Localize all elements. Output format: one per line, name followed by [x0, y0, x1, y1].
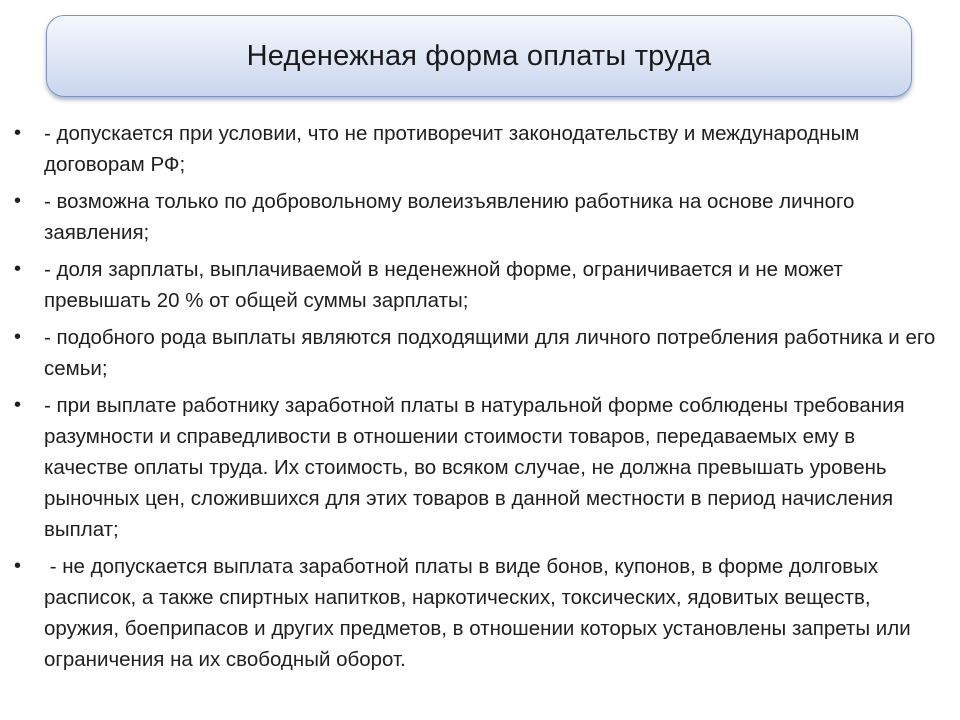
- bullet-icon: •: [14, 258, 22, 280]
- bullet-text: - подобного рода выплаты являются подходящими для личного потребления работника и его семьи;: [44, 326, 936, 380]
- bullet-item: [14, 551, 944, 675]
- bullet-icon: •: [14, 122, 22, 144]
- title-banner: [46, 15, 912, 97]
- bullet-icon: •: [14, 555, 22, 577]
- bullet-text: - возможна только по добровольному волеизъявлению работника на основе личного заявления;: [44, 190, 855, 244]
- bullet-text: - не допускается выплата заработной платы в виде бонов, купонов, в форме долговых расписок, а также спиртных напитков, наркотических, токсических, ядовитых веществ, оружия, боеприпасов и других предметов, в отношении которых установлены запреты или ограничения на их свободный оборот.: [44, 555, 917, 671]
- slide-title: Неденежная форма оплаты труда: [246, 39, 712, 72]
- bullet-item: [14, 186, 944, 248]
- bullet-text: - доля зарплаты, выплачиваемой в неденежной форме, ограничивается и не может превышать 20 % от общей суммы зарплаты;: [44, 258, 843, 312]
- bullet-item: [14, 322, 944, 384]
- bullet-icon: •: [14, 190, 22, 212]
- bullet-icon: •: [14, 326, 22, 348]
- bullet-text: - при выплате работнику заработной платы в натуральной форме соблюдены требования разумности и справедливости в отношении стоимости товаров, передаваемых ему в качестве оплаты труда. Их стоимость, во всяком случае, не должна превышать уровень рыночных цен, сложившихся для этих товаров в данной местности в период начисления выплат;: [44, 394, 905, 541]
- bullet-item: [14, 118, 944, 180]
- bullet-list: [14, 118, 944, 681]
- bullet-item: [14, 390, 944, 545]
- bullet-item: [14, 254, 944, 316]
- bullet-icon: •: [14, 394, 22, 416]
- bullet-text: - допускается при условии, что не противоречит законодательству и международным договорам РФ;: [44, 122, 860, 176]
